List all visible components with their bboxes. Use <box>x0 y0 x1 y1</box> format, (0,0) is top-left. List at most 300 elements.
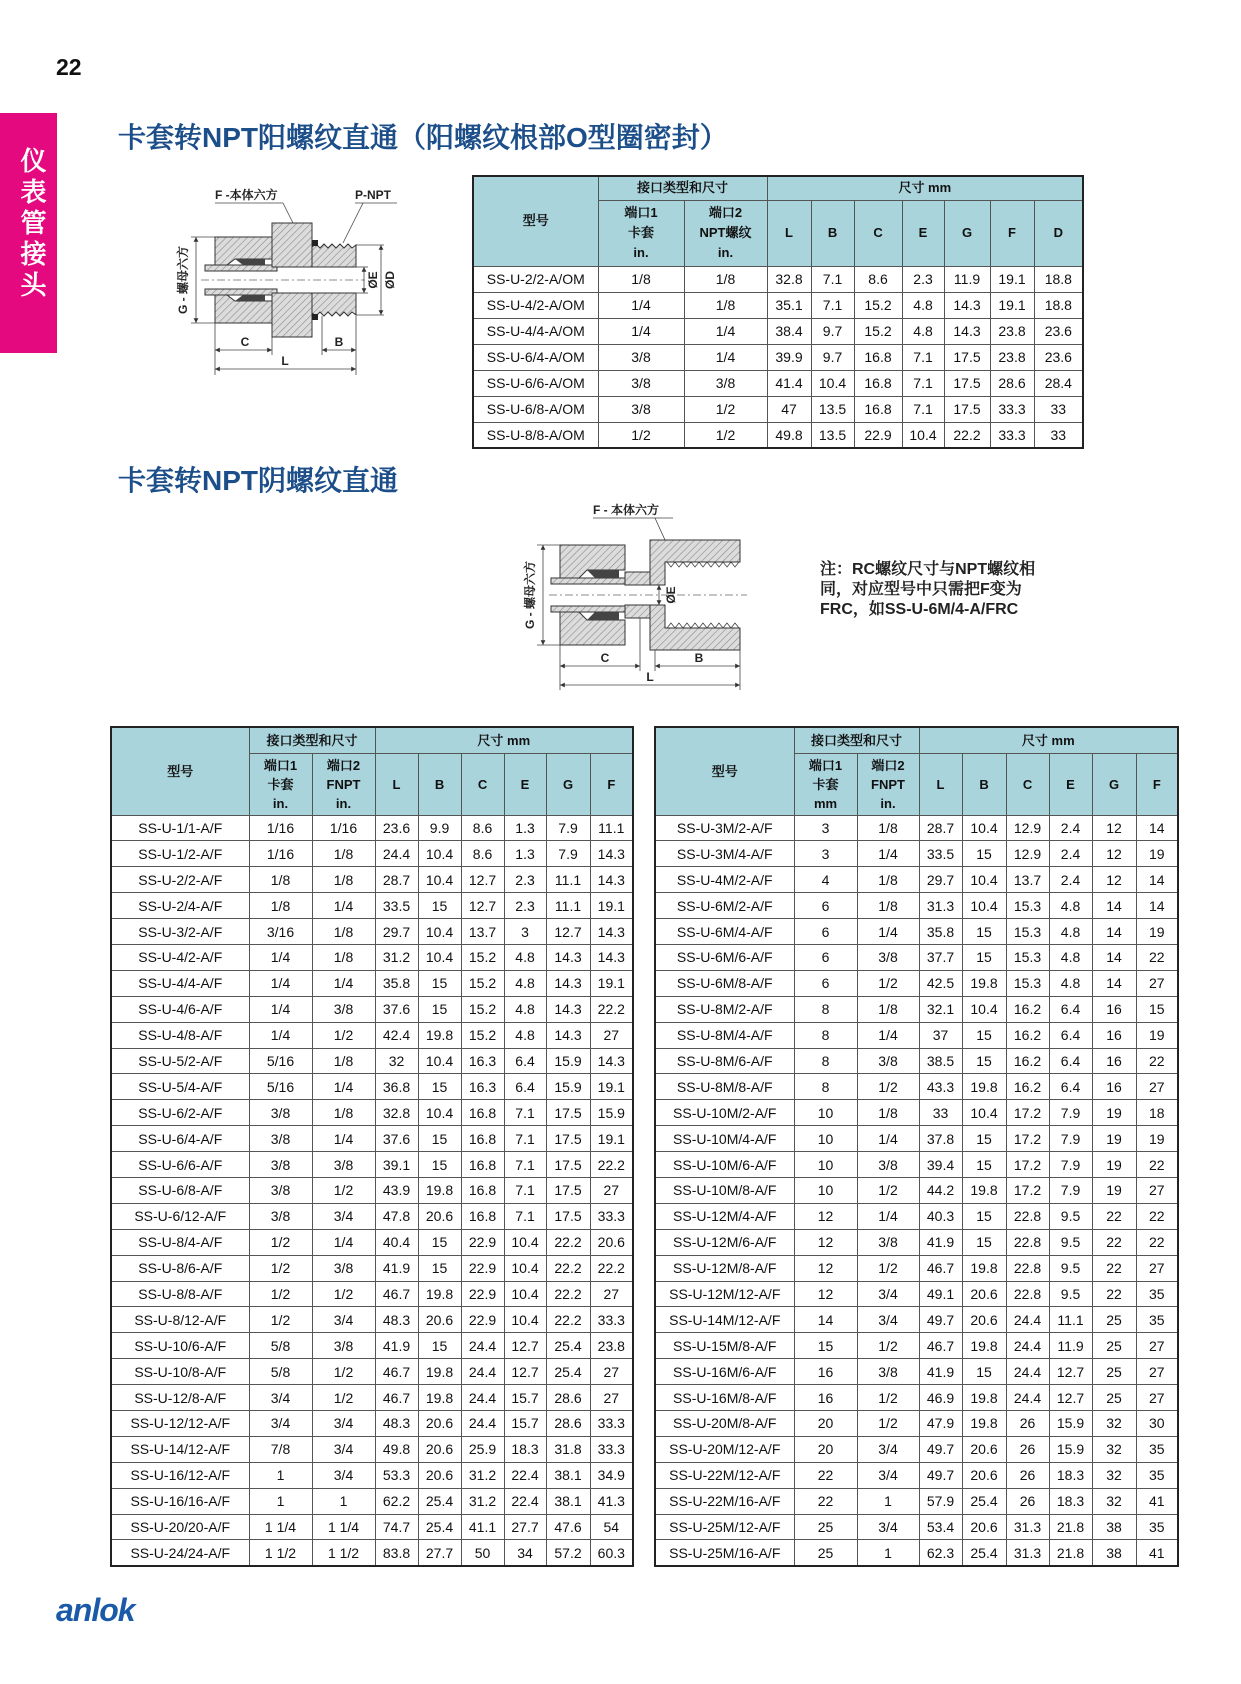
model-cell: SS-U-6/2-A/F <box>111 1100 249 1126</box>
port2-cell: 3/4 <box>857 1514 919 1540</box>
dim-cell: 15.7 <box>504 1410 546 1436</box>
table-row <box>111 1307 633 1333</box>
dim-cell: 15.2 <box>461 944 504 970</box>
port2-cell: 3/4 <box>857 1281 919 1307</box>
header-port2 <box>857 753 919 815</box>
e-dimension-label: ØE <box>664 586 678 604</box>
dim-cell: 14.3 <box>546 996 590 1022</box>
dim-cell: 16.2 <box>1006 1074 1049 1100</box>
table-row <box>655 1540 1178 1566</box>
dim-cell: 11.1 <box>546 867 590 893</box>
dim-cell: 9.5 <box>1049 1229 1092 1255</box>
table-row <box>655 1307 1178 1333</box>
model-cell: SS-U-24/24-A/F <box>111 1540 249 1566</box>
dim-cell: 16.3 <box>461 1048 504 1074</box>
port2-cell: 3/8 <box>312 1152 375 1178</box>
dim-cell: 18.3 <box>1049 1462 1092 1488</box>
model-cell: SS-U-4/6-A/F <box>111 996 249 1022</box>
table-row <box>111 893 633 919</box>
dim-cell: 11.1 <box>1049 1307 1092 1333</box>
port2-cell: 1/4 <box>857 1203 919 1229</box>
dim-cell: 11.1 <box>546 893 590 919</box>
model-cell: SS-U-4/8-A/F <box>111 1022 249 1048</box>
table-row <box>655 1436 1178 1462</box>
dim-cell: 14.3 <box>944 292 990 318</box>
dim-cell: 35 <box>1136 1307 1178 1333</box>
port1-cell: 6 <box>794 970 857 996</box>
port1-cell: 8 <box>794 1022 857 1048</box>
dim-cell: 29.7 <box>919 867 962 893</box>
dim-cell: 19 <box>1136 1022 1178 1048</box>
table-row <box>655 1126 1178 1152</box>
port1-cell: 8 <box>794 1048 857 1074</box>
dim-cell: 40.4 <box>375 1229 418 1255</box>
dim-cell: 19.8 <box>962 1255 1006 1281</box>
port2-cell: 1/8 <box>684 292 767 318</box>
dim-cell: 35 <box>1136 1281 1178 1307</box>
b-dimension-label: B <box>694 651 704 665</box>
dim-cell: 7.9 <box>1049 1152 1092 1178</box>
header-row <box>473 176 1083 200</box>
dim-cell: 22.2 <box>590 1152 633 1178</box>
dim-cell: 11.9 <box>944 266 990 292</box>
dim-cell: 19.8 <box>962 1177 1006 1203</box>
dim-cell: 31.2 <box>375 944 418 970</box>
dim-cell: 12 <box>1092 815 1136 841</box>
table-row <box>111 919 633 945</box>
dim-cell: 9.7 <box>811 318 854 344</box>
port1-cell: 25 <box>794 1514 857 1540</box>
model-cell: SS-U-4/2-A/F <box>111 944 249 970</box>
port2-cell: 3/4 <box>312 1462 375 1488</box>
port1-cell: 3/8 <box>598 344 684 370</box>
port1-cell: 6 <box>794 919 857 945</box>
dim-cell: 2.4 <box>1049 815 1092 841</box>
model-cell: SS-U-3M/4-A/F <box>655 841 794 867</box>
dim-cell: 1.3 <box>504 841 546 867</box>
dim-cell: 2.3 <box>902 266 944 292</box>
dim-cell: 4.8 <box>902 292 944 318</box>
port1-cell: 1 1/4 <box>249 1514 312 1540</box>
table-row <box>655 893 1178 919</box>
dim-cell: 37.6 <box>375 996 418 1022</box>
header-port-group: 接口类型和尺寸 <box>598 176 767 200</box>
header-port-group: 接口类型和尺寸 <box>249 727 375 753</box>
model-cell: SS-U-12/8-A/F <box>111 1385 249 1411</box>
dim-cell: 18 <box>1136 1100 1178 1126</box>
header-port1-line: 卡套 <box>267 776 294 792</box>
dim-cell: 10.4 <box>418 867 461 893</box>
header-dimension-group: 尺寸 mm <box>375 727 633 753</box>
dim-cell: 11.1 <box>590 815 633 841</box>
model-cell: SS-U-14/12-A/F <box>111 1436 249 1462</box>
port1-cell: 3/16 <box>249 919 312 945</box>
dim-cell: 31.2 <box>461 1488 504 1514</box>
dim-cell: 19 <box>1092 1126 1136 1152</box>
table-row <box>473 422 1083 448</box>
port1-cell: 12 <box>794 1229 857 1255</box>
port2-cell: 1/2 <box>312 1359 375 1385</box>
dim-cell: 3 <box>504 919 546 945</box>
dim-cell: 18.3 <box>1049 1488 1092 1514</box>
dim-cell: 37 <box>919 1022 962 1048</box>
table-row <box>655 1203 1178 1229</box>
model-cell: SS-U-6/4-A/F <box>111 1126 249 1152</box>
dim-cell: 25.4 <box>546 1333 590 1359</box>
port2-cell: 1/2 <box>857 1177 919 1203</box>
port2-cell: 1/4 <box>857 1126 919 1152</box>
port2-cell: 1/8 <box>312 1048 375 1074</box>
dim-cell: 22.8 <box>1006 1281 1049 1307</box>
port1-cell: 8 <box>794 1074 857 1100</box>
port2-cell: 1/2 <box>312 1022 375 1048</box>
dim-cell: 22.4 <box>504 1488 546 1514</box>
port1-cell: 3/8 <box>249 1152 312 1178</box>
model-cell: SS-U-10/6-A/F <box>111 1333 249 1359</box>
dim-cell: 12.9 <box>1006 815 1049 841</box>
body-hex-section <box>272 223 312 267</box>
dim-cell: 14 <box>1092 970 1136 996</box>
dim-cell: 19 <box>1136 919 1178 945</box>
model-cell: SS-U-6M/8-A/F <box>655 970 794 996</box>
dim-cell: 41.4 <box>767 370 811 396</box>
dim-cell: 23.6 <box>375 815 418 841</box>
table-row <box>111 1177 633 1203</box>
header-dim-c: C <box>461 753 504 815</box>
dim-cell: 2.3 <box>504 893 546 919</box>
section-title-male-npt: 卡套转NPT阳螺纹直通（阳螺纹根部O型圈密封） <box>118 122 728 153</box>
dim-cell: 15 <box>962 1359 1006 1385</box>
dim-cell: 9.7 <box>811 344 854 370</box>
dim-cell: 19.8 <box>418 1281 461 1307</box>
port1-cell: 1/2 <box>249 1255 312 1281</box>
dim-cell: 7.1 <box>504 1100 546 1126</box>
dim-cell: 4.8 <box>1049 944 1092 970</box>
female-connector-diagram <box>515 500 755 700</box>
dim-cell: 15.9 <box>1049 1436 1092 1462</box>
port2-cell: 1 <box>857 1540 919 1566</box>
port2-cell: 3/8 <box>312 1255 375 1281</box>
table-row <box>655 1229 1178 1255</box>
dim-cell: 15 <box>962 1229 1006 1255</box>
dim-cell: 36.8 <box>375 1074 418 1100</box>
dim-cell: 22 <box>1136 1152 1178 1178</box>
port1-cell: 25 <box>794 1540 857 1566</box>
table-row <box>655 1177 1178 1203</box>
dim-cell: 20.6 <box>418 1307 461 1333</box>
table-row <box>655 919 1178 945</box>
male-thread-section <box>312 293 356 316</box>
table-row <box>111 1126 633 1152</box>
port1-cell: 3/4 <box>249 1385 312 1411</box>
dim-cell: 62.3 <box>919 1540 962 1566</box>
dim-cell: 34.9 <box>590 1462 633 1488</box>
dim-cell: 15 <box>418 970 461 996</box>
port1-cell: 10 <box>794 1126 857 1152</box>
dim-cell: 15 <box>962 919 1006 945</box>
table-row <box>111 1359 633 1385</box>
dim-cell: 10.4 <box>504 1281 546 1307</box>
dim-cell: 29.7 <box>375 919 418 945</box>
dim-cell: 37.7 <box>919 944 962 970</box>
npt-thread-leader <box>343 203 363 243</box>
dim-cell: 23.6 <box>1034 344 1083 370</box>
female-npt-inch-spec-table <box>110 726 634 1567</box>
header-dim-f: F <box>990 200 1034 266</box>
model-cell: SS-U-10M/8-A/F <box>655 1177 794 1203</box>
dim-cell: 18.8 <box>1034 292 1083 318</box>
port2-cell: 1/2 <box>684 422 767 448</box>
dim-cell: 17.5 <box>546 1203 590 1229</box>
port2-cell: 3/8 <box>857 1229 919 1255</box>
dim-cell: 14.3 <box>590 841 633 867</box>
male-thread-section <box>312 244 356 267</box>
port1-cell: 1/4 <box>249 970 312 996</box>
dim-cell: 15 <box>962 1048 1006 1074</box>
table-row <box>473 396 1083 422</box>
header-model: 型号 <box>473 176 598 266</box>
dim-cell: 22.2 <box>590 1255 633 1281</box>
dim-cell: 41.9 <box>375 1333 418 1359</box>
table-row <box>111 1022 633 1048</box>
header-dim-l: L <box>375 753 418 815</box>
port1-cell: 16 <box>794 1359 857 1385</box>
dim-cell: 6.4 <box>1049 1022 1092 1048</box>
table-row <box>111 944 633 970</box>
dim-cell: 12.9 <box>1006 841 1049 867</box>
model-cell: SS-U-6/6-A/F <box>111 1152 249 1178</box>
dim-cell: 22.2 <box>546 1307 590 1333</box>
port1-cell: 1/16 <box>249 841 312 867</box>
side-category-tab <box>0 113 57 353</box>
model-cell: SS-U-1/1-A/F <box>111 815 249 841</box>
dim-cell: 14 <box>1136 815 1178 841</box>
dim-cell: 43.3 <box>919 1074 962 1100</box>
dim-cell: 22.9 <box>461 1255 504 1281</box>
model-cell: SS-U-6/12-A/F <box>111 1203 249 1229</box>
dim-cell: 15.2 <box>854 292 902 318</box>
dim-cell: 15.9 <box>546 1074 590 1100</box>
dim-cell: 20.6 <box>590 1229 633 1255</box>
dim-cell: 14.3 <box>590 867 633 893</box>
dim-cell: 12.7 <box>1049 1359 1092 1385</box>
dim-cell: 20.6 <box>962 1462 1006 1488</box>
dim-cell: 4.8 <box>504 996 546 1022</box>
model-cell: SS-U-5/2-A/F <box>111 1048 249 1074</box>
port2-cell: 3/8 <box>684 370 767 396</box>
model-cell: SS-U-15M/8-A/F <box>655 1333 794 1359</box>
dim-cell: 16 <box>1092 1074 1136 1100</box>
dim-cell: 16.8 <box>461 1177 504 1203</box>
dim-cell: 31.3 <box>1006 1514 1049 1540</box>
port2-cell: 1/8 <box>857 893 919 919</box>
dim-cell: 16.8 <box>461 1152 504 1178</box>
dim-cell: 23.8 <box>990 344 1034 370</box>
tube-wall <box>551 606 631 612</box>
port1-cell: 3 <box>794 815 857 841</box>
dim-cell: 19.8 <box>418 1022 461 1048</box>
b-dimension-label: B <box>334 335 344 349</box>
ferrule <box>587 570 619 578</box>
header-port2-line: in. <box>335 795 352 811</box>
dim-cell: 7.1 <box>902 370 944 396</box>
table-row <box>111 815 633 841</box>
dim-cell: 16.2 <box>1006 996 1049 1022</box>
dim-cell: 41 <box>1136 1488 1178 1514</box>
female-npt-metric-spec-table <box>654 726 1179 1567</box>
dim-cell: 38.4 <box>767 318 811 344</box>
model-cell: SS-U-25M/16-A/F <box>655 1540 794 1566</box>
dim-cell: 44.2 <box>919 1177 962 1203</box>
table-row <box>655 1022 1178 1048</box>
body-hex-leader <box>655 518 665 540</box>
header-dim-e: E <box>1049 753 1092 815</box>
dim-cell: 15 <box>418 996 461 1022</box>
port2-cell: 1 1/2 <box>312 1540 375 1566</box>
dim-cell: 22 <box>1092 1255 1136 1281</box>
dim-cell: 30 <box>1136 1410 1178 1436</box>
dim-cell: 4.8 <box>902 318 944 344</box>
dim-cell: 27 <box>590 1359 633 1385</box>
port2-cell: 3/4 <box>857 1307 919 1333</box>
dim-cell: 33.3 <box>590 1203 633 1229</box>
port1-cell: 20 <box>794 1410 857 1436</box>
dim-cell: 35 <box>1136 1462 1178 1488</box>
dim-cell: 14.3 <box>944 318 990 344</box>
table-row <box>655 970 1178 996</box>
dim-cell: 41.9 <box>375 1255 418 1281</box>
dim-cell: 22 <box>1092 1229 1136 1255</box>
model-cell: SS-U-16/16-A/F <box>111 1488 249 1514</box>
port1-cell: 6 <box>794 893 857 919</box>
dim-cell: 12 <box>1092 841 1136 867</box>
dim-cell: 41.1 <box>461 1514 504 1540</box>
table-row <box>111 1385 633 1411</box>
header-port1-line: 卡套 <box>812 776 839 792</box>
dim-cell: 53.4 <box>919 1514 962 1540</box>
table-row <box>655 1281 1178 1307</box>
table-row <box>473 344 1083 370</box>
port1-cell: 1/8 <box>249 867 312 893</box>
brand-logo: anlok <box>56 1592 135 1628</box>
table-row <box>111 1436 633 1462</box>
dim-cell: 10.4 <box>962 867 1006 893</box>
header-dim-l: L <box>767 200 811 266</box>
dim-cell: 26 <box>1006 1462 1049 1488</box>
dim-cell: 25.4 <box>418 1514 461 1540</box>
port1-cell: 6 <box>794 944 857 970</box>
port1-cell: 1 1/2 <box>249 1540 312 1566</box>
model-cell: SS-U-4/4-A/OM <box>473 318 598 344</box>
dim-cell: 34 <box>504 1540 546 1566</box>
port1-cell: 12 <box>794 1255 857 1281</box>
table-row <box>111 1540 633 1566</box>
header-dim-g: G <box>944 200 990 266</box>
dim-cell: 17.5 <box>546 1100 590 1126</box>
port2-cell: 1/2 <box>312 1177 375 1203</box>
section-title-female-npt: 卡套转NPT阴螺纹直通 <box>118 465 399 496</box>
model-cell: SS-U-8/12-A/F <box>111 1307 249 1333</box>
header-dim-d: D <box>1034 200 1083 266</box>
table-row <box>655 944 1178 970</box>
dim-cell: 15.9 <box>590 1100 633 1126</box>
dim-cell: 46.7 <box>919 1333 962 1359</box>
dim-cell: 20.6 <box>418 1203 461 1229</box>
dim-cell: 22.2 <box>590 996 633 1022</box>
dim-cell: 9.5 <box>1049 1203 1092 1229</box>
dim-cell: 33 <box>1034 396 1083 422</box>
port1-cell: 14 <box>794 1307 857 1333</box>
model-cell: SS-U-3/2-A/F <box>111 919 249 945</box>
table-row <box>655 1048 1178 1074</box>
dim-cell: 38 <box>1092 1540 1136 1566</box>
body-neck-section <box>625 572 650 585</box>
header-port2 <box>684 200 767 266</box>
model-cell: SS-U-4/2-A/OM <box>473 292 598 318</box>
port2-cell: 1 <box>312 1488 375 1514</box>
port2-cell: 1/2 <box>684 396 767 422</box>
dim-cell: 10.4 <box>962 815 1006 841</box>
dim-cell: 7.1 <box>902 396 944 422</box>
dim-cell: 19 <box>1092 1100 1136 1126</box>
ferrule <box>587 612 619 620</box>
dim-cell: 33.3 <box>590 1436 633 1462</box>
dim-cell: 17.5 <box>546 1152 590 1178</box>
dim-cell: 57.9 <box>919 1488 962 1514</box>
model-cell: SS-U-4/4-A/F <box>111 970 249 996</box>
dim-cell: 33.5 <box>919 841 962 867</box>
table-row <box>655 1359 1178 1385</box>
g-dimension-label: G - 螺母六方 <box>176 246 190 314</box>
port1-cell: 3 <box>794 841 857 867</box>
header-port2-line: FNPT <box>326 776 361 792</box>
dim-cell: 2.3 <box>504 867 546 893</box>
port1-cell: 3/8 <box>249 1177 312 1203</box>
table-row <box>111 1462 633 1488</box>
table-row <box>655 815 1178 841</box>
dim-cell: 28.6 <box>546 1385 590 1411</box>
port2-cell: 1/8 <box>684 266 767 292</box>
dim-cell: 46.9 <box>919 1385 962 1411</box>
dim-cell: 15 <box>418 1255 461 1281</box>
model-cell: SS-U-2/2-A/OM <box>473 266 598 292</box>
port1-cell: 3/8 <box>249 1203 312 1229</box>
dim-cell: 26 <box>1006 1488 1049 1514</box>
port1-cell: 5/8 <box>249 1359 312 1385</box>
dim-cell: 19.8 <box>418 1359 461 1385</box>
header-dim-e: E <box>504 753 546 815</box>
model-cell: SS-U-16/12-A/F <box>111 1462 249 1488</box>
l-dimension-label: L <box>281 354 289 368</box>
dim-cell: 20.6 <box>418 1436 461 1462</box>
dim-cell: 15.2 <box>461 970 504 996</box>
model-cell: SS-U-25M/12-A/F <box>655 1514 794 1540</box>
port2-cell: 1 <box>857 1488 919 1514</box>
port2-cell: 1/4 <box>312 1074 375 1100</box>
dim-cell: 22 <box>1136 1048 1178 1074</box>
port1-cell: 22 <box>794 1488 857 1514</box>
dim-cell: 12.7 <box>546 919 590 945</box>
rc-thread-note <box>820 560 1035 620</box>
dim-cell: 60.3 <box>590 1540 633 1566</box>
port1-cell: 12 <box>794 1203 857 1229</box>
dim-cell: 6.4 <box>504 1074 546 1100</box>
port2-cell: 3/4 <box>312 1307 375 1333</box>
dim-cell: 14.3 <box>546 970 590 996</box>
dim-cell: 49.1 <box>919 1281 962 1307</box>
port1-cell: 1 <box>249 1488 312 1514</box>
dim-cell: 25.4 <box>546 1359 590 1385</box>
